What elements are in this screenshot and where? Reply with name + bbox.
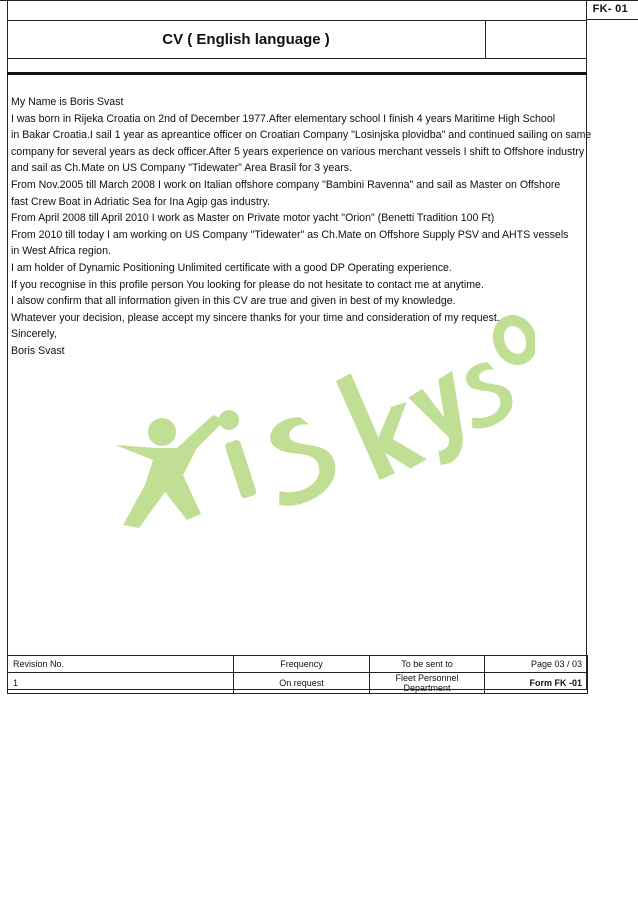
- footer-value-row: [8, 673, 588, 694]
- cv-line: Boris Svast: [11, 344, 65, 357]
- cv-line: From Nov.2005 till March 2008 I work on Italian offshore company "Bambini Ravenna" and sail as Master on Offshore: [11, 178, 561, 191]
- cv-line: From April 2008 till April 2010 I work as Master on Private motor yacht "Orion" (Benetti Tradition 100 Ft): [11, 212, 495, 225]
- cv-line: fast Crew Boat in Adriatic Sea for Ina Agip gas industry.: [11, 195, 270, 208]
- footer-page-number: Page 03 / 03: [485, 656, 588, 673]
- footer-sent-to-header: To be sent to: [370, 656, 485, 673]
- footer-frequency-header: Frequency: [234, 656, 370, 673]
- cv-line: in West Africa region.: [11, 245, 111, 258]
- cv-line: company for several years as deck officer.After 5 years experience on various merchant vessels I shift to Offshore industry: [11, 145, 585, 158]
- title-row: [7, 20, 587, 59]
- footer-table: [7, 655, 588, 694]
- cv-line: and sail as Ch.Mate on US Company "Tidewater" Area Brasil for 3 years.: [11, 162, 352, 175]
- form-code-cell: [587, 0, 638, 20]
- cv-line: Whatever your decision, please accept my sincere thanks for your time and consideration of my request.: [11, 311, 500, 324]
- cv-line: If you recognise in this profile person You looking for please do not hesitate to contact me at anytime.: [11, 278, 484, 291]
- footer-frequency-value: On request: [234, 673, 370, 694]
- title-separator: [485, 20, 486, 59]
- footer-form-code: Form FK -01: [485, 673, 588, 694]
- cv-line: From 2010 till today I am working on US Company "Tidewater" as Ch.Mate on Offshore Supply PSV and AHTS vessels: [11, 228, 569, 241]
- cv-line: I alsow confirm that all information given in this CV are true and given in best of my knowledge.: [11, 295, 456, 308]
- cv-line: Sincerely,: [11, 328, 57, 341]
- cv-line: I am holder of Dynamic Positioning Unlimited certificate with a good DP Operating experience.: [11, 261, 452, 274]
- footer-revision-value: 1: [8, 673, 234, 694]
- cv-line: I was born in Rijeka Croatia on 2nd of December 1977.After elementary school I finish 4 years Maritime High School: [11, 112, 556, 125]
- footer-header-row: [8, 656, 588, 673]
- page-title: CV ( English language ): [162, 31, 330, 48]
- cv-body: [11, 94, 592, 360]
- cv-line: in Bakar Croatia.I sail 1 year as apreantice officer on Croatian Company "Losinjska plovidba" and continued sailing on same: [11, 129, 592, 142]
- footer-revision-header: Revision No.: [8, 656, 234, 673]
- thick-divider: [7, 72, 587, 75]
- form-code: FK- 01: [592, 3, 628, 15]
- cv-line: My Name is Boris Svast: [11, 96, 124, 108]
- footer-sent-to-value: Fleet Personnel Department: [370, 673, 485, 694]
